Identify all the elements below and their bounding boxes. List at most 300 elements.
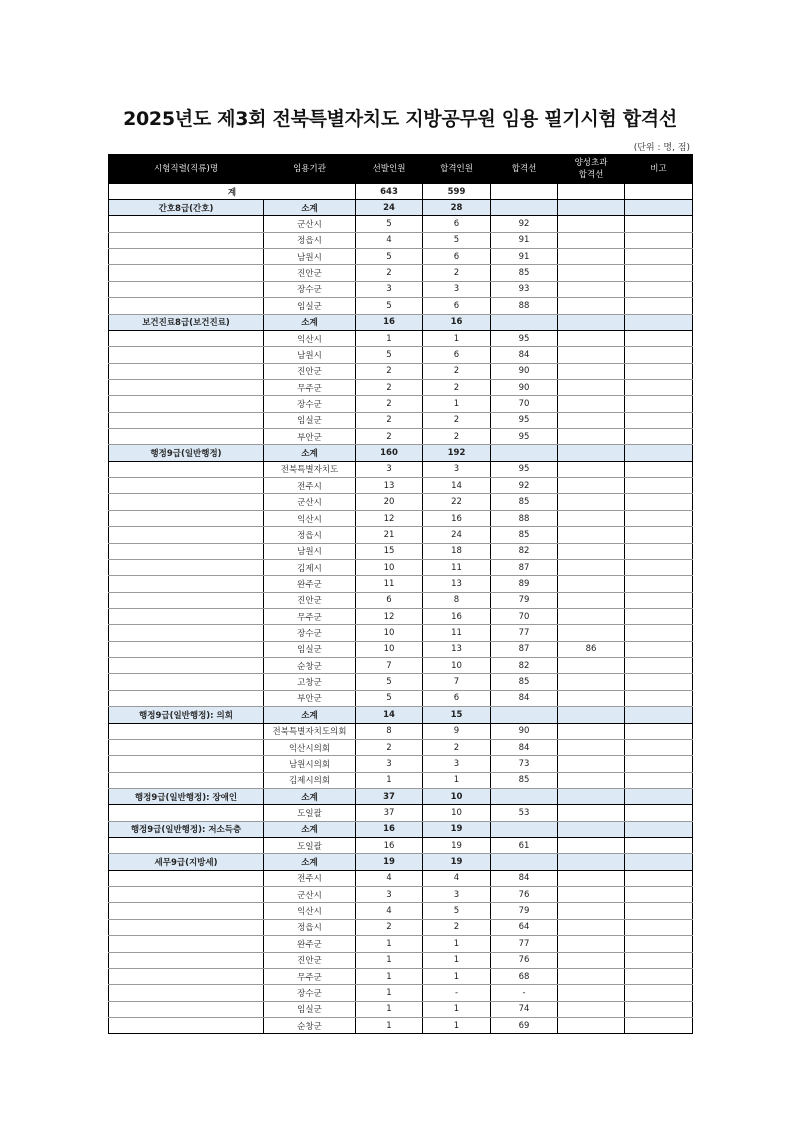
- equality-cutoff-cell: [558, 985, 625, 1001]
- header-row: [109, 155, 693, 184]
- job-cell: [109, 363, 264, 379]
- cutoff-cell: 91: [491, 232, 558, 248]
- passers-cell: 13: [423, 641, 491, 657]
- cutoff-cell: 79: [491, 592, 558, 608]
- cutoff-cell: 89: [491, 576, 558, 592]
- job-cell: [109, 985, 264, 1001]
- table-row: [109, 903, 693, 919]
- cutoff-cell: 79: [491, 903, 558, 919]
- note-cell: [625, 379, 693, 395]
- job-cell: [109, 527, 264, 543]
- table-row: [109, 1017, 693, 1033]
- agency-cell: 순창군: [264, 1017, 356, 1033]
- equality-cutoff-cell: [558, 952, 625, 968]
- selection-cell: 2: [356, 363, 423, 379]
- passers-cell: 16: [423, 608, 491, 624]
- table-row: [109, 429, 693, 445]
- equality-cutoff-cell: [558, 265, 625, 281]
- job-cell: [109, 298, 264, 314]
- job-cell: [109, 887, 264, 903]
- note-cell: [625, 576, 693, 592]
- table-row: [109, 396, 693, 412]
- equality-cutoff-cell: [558, 445, 625, 461]
- agency-cell: 소계: [264, 445, 356, 461]
- selection-cell: 7: [356, 658, 423, 674]
- selection-cell: 1: [356, 952, 423, 968]
- cutoff-cell: 61: [491, 838, 558, 854]
- agency-cell: 임실군: [264, 298, 356, 314]
- selection-cell: 21: [356, 527, 423, 543]
- equality-cutoff-cell: [558, 854, 625, 870]
- subtotal-row: [109, 707, 693, 723]
- agency-cell: 전북특별자치도: [264, 461, 356, 477]
- cutoff-cell: 85: [491, 494, 558, 510]
- cutoff-cell: 84: [491, 347, 558, 363]
- equality-cutoff-cell: 86: [558, 641, 625, 657]
- cutoff-cell: 95: [491, 412, 558, 428]
- cutoff-cell: 92: [491, 478, 558, 494]
- selection-cell: 1: [356, 936, 423, 952]
- equality-cutoff-cell: [558, 608, 625, 624]
- passers-cell: 2: [423, 919, 491, 935]
- job-cell: [109, 379, 264, 395]
- cutoff-cell: [491, 854, 558, 870]
- equality-cutoff-cell: [558, 739, 625, 755]
- cutoff-cell: [491, 314, 558, 330]
- passers-cell: 28: [423, 200, 491, 216]
- passers-cell: 4: [423, 870, 491, 886]
- unit-note: (단위 : 명, 점): [633, 143, 690, 153]
- selection-cell: 19: [356, 854, 423, 870]
- note-cell: [625, 396, 693, 412]
- selection-cell: 1: [356, 1017, 423, 1033]
- note-cell: [625, 559, 693, 575]
- equality-cutoff-cell: [558, 821, 625, 837]
- agency-cell: 임실군: [264, 412, 356, 428]
- passers-cell: 192: [423, 445, 491, 461]
- selection-cell: 12: [356, 608, 423, 624]
- passers-cell: 24: [423, 527, 491, 543]
- passers-cell: 19: [423, 821, 491, 837]
- cutoff-cell: [491, 200, 558, 216]
- subtotal-row: [109, 445, 693, 461]
- equality-cutoff-cell: [558, 968, 625, 984]
- note-cell: [625, 510, 693, 526]
- selection-cell: 2: [356, 379, 423, 395]
- note-cell: [625, 739, 693, 755]
- table-row: [109, 559, 693, 575]
- equality-cutoff-cell: [558, 887, 625, 903]
- table-row: [109, 952, 693, 968]
- job-cell: [109, 674, 264, 690]
- job-cell: 행정9급(일반행정): 의회: [109, 707, 264, 723]
- equality-cutoff-cell: [558, 870, 625, 886]
- passers-cell: 19: [423, 854, 491, 870]
- passers-cell: 10: [423, 658, 491, 674]
- equality-cutoff-cell: [558, 249, 625, 265]
- job-cell: [109, 216, 264, 232]
- selection-cell: 37: [356, 788, 423, 804]
- agency-cell: 진안군: [264, 265, 356, 281]
- note-cell: [625, 690, 693, 706]
- note-cell: [625, 952, 693, 968]
- equality-cutoff-cell: [558, 543, 625, 559]
- selection-cell: 5: [356, 690, 423, 706]
- selection-cell: 2: [356, 429, 423, 445]
- note-cell: [625, 445, 693, 461]
- agency-cell: 군산시: [264, 216, 356, 232]
- agency-cell: 순창군: [264, 658, 356, 674]
- agency-cell: 전주시: [264, 870, 356, 886]
- cutoff-cell: 85: [491, 772, 558, 788]
- job-cell: [109, 559, 264, 575]
- note-cell: [625, 281, 693, 297]
- job-cell: [109, 592, 264, 608]
- note-cell: [625, 461, 693, 477]
- header-note: 비고: [625, 155, 693, 184]
- job-cell: [109, 838, 264, 854]
- agency-cell: 정읍시: [264, 232, 356, 248]
- passers-cell: 19: [423, 838, 491, 854]
- job-cell: [109, 543, 264, 559]
- selection-cell: 11: [356, 576, 423, 592]
- selection-cell: 2: [356, 412, 423, 428]
- table-row: [109, 838, 693, 854]
- selection-cell: 4: [356, 903, 423, 919]
- table-row: [109, 249, 693, 265]
- cutoff-cell: 82: [491, 658, 558, 674]
- passers-cell: 22: [423, 494, 491, 510]
- passers-cell: 8: [423, 592, 491, 608]
- cutoff-cell: 64: [491, 919, 558, 935]
- table-row: [109, 805, 693, 821]
- passers-cell: 7: [423, 674, 491, 690]
- selection-cell: 16: [356, 314, 423, 330]
- equality-cutoff-cell: [558, 1001, 625, 1017]
- equality-cutoff-cell: [558, 379, 625, 395]
- equality-cutoff-cell: [558, 756, 625, 772]
- total-passers: 599: [423, 184, 491, 200]
- table-row: [109, 461, 693, 477]
- passers-cell: 5: [423, 232, 491, 248]
- table-row: [109, 330, 693, 346]
- agency-cell: 익산시의회: [264, 739, 356, 755]
- agency-cell: 남원시: [264, 249, 356, 265]
- cutoff-cell: [491, 707, 558, 723]
- agency-cell: 무주군: [264, 608, 356, 624]
- job-cell: [109, 510, 264, 526]
- job-cell: [109, 478, 264, 494]
- job-cell: [109, 756, 264, 772]
- note-cell: [625, 608, 693, 624]
- equality-cutoff-cell: [558, 936, 625, 952]
- agency-cell: 완주군: [264, 576, 356, 592]
- subtotal-row: [109, 788, 693, 804]
- selection-cell: 20: [356, 494, 423, 510]
- cutoff-cell: 85: [491, 527, 558, 543]
- job-cell: [109, 347, 264, 363]
- note-cell: [625, 788, 693, 804]
- agency-cell: 소계: [264, 200, 356, 216]
- table-row: [109, 1001, 693, 1017]
- selection-cell: 8: [356, 723, 423, 739]
- cutoff-cell: 70: [491, 396, 558, 412]
- cutoff-cell: 84: [491, 739, 558, 755]
- passers-cell: 2: [423, 429, 491, 445]
- note-cell: [625, 543, 693, 559]
- equality-cutoff-cell: [558, 772, 625, 788]
- note-cell: [625, 1001, 693, 1017]
- note-cell: [625, 314, 693, 330]
- note-cell: [625, 625, 693, 641]
- equality-cutoff-cell: [558, 216, 625, 232]
- job-cell: [109, 625, 264, 641]
- passers-cell: 1: [423, 952, 491, 968]
- job-cell: [109, 249, 264, 265]
- total-row: [109, 184, 693, 200]
- equality-cutoff-cell: [558, 788, 625, 804]
- job-cell: [109, 805, 264, 821]
- table-row: [109, 232, 693, 248]
- cutoff-cell: 91: [491, 249, 558, 265]
- agency-cell: 부안군: [264, 429, 356, 445]
- selection-cell: 5: [356, 249, 423, 265]
- note-cell: [625, 494, 693, 510]
- passers-cell: 10: [423, 805, 491, 821]
- equality-cutoff-cell: [558, 461, 625, 477]
- passers-cell: 2: [423, 379, 491, 395]
- selection-cell: 15: [356, 543, 423, 559]
- agency-cell: 장수군: [264, 396, 356, 412]
- cutoff-cell: [491, 445, 558, 461]
- table-row: [109, 919, 693, 935]
- agency-cell: 무주군: [264, 379, 356, 395]
- job-cell: 세무9급(지방세): [109, 854, 264, 870]
- table-row: [109, 592, 693, 608]
- note-cell: [625, 723, 693, 739]
- cutoff-cell: 87: [491, 641, 558, 657]
- equality-cutoff-cell: [558, 674, 625, 690]
- equality-cutoff-cell: [558, 232, 625, 248]
- agency-cell: 남원시: [264, 543, 356, 559]
- job-cell: [109, 1017, 264, 1033]
- job-cell: [109, 919, 264, 935]
- note-cell: [625, 478, 693, 494]
- cutoff-cell: 82: [491, 543, 558, 559]
- selection-cell: 1: [356, 330, 423, 346]
- agency-cell: 무주군: [264, 968, 356, 984]
- cutoff-cell: 85: [491, 265, 558, 281]
- selection-cell: 5: [356, 298, 423, 314]
- note-cell: [625, 887, 693, 903]
- equality-cutoff-cell: [558, 625, 625, 641]
- job-cell: [109, 494, 264, 510]
- note-cell: [625, 756, 693, 772]
- cutoff-cell: 95: [491, 461, 558, 477]
- cutoff-cell: 95: [491, 429, 558, 445]
- cutoff-table: [108, 154, 693, 1034]
- equality-cutoff-cell: [558, 658, 625, 674]
- cutoff-cell: 76: [491, 887, 558, 903]
- equality-cutoff-cell: [558, 1017, 625, 1033]
- agency-cell: 도일괄: [264, 805, 356, 821]
- equality-cutoff-cell: [558, 429, 625, 445]
- passers-cell: 2: [423, 412, 491, 428]
- passers-cell: 10: [423, 788, 491, 804]
- subtotal-row: [109, 854, 693, 870]
- job-cell: [109, 461, 264, 477]
- agency-cell: 익산시: [264, 510, 356, 526]
- equality-cutoff-cell: [558, 592, 625, 608]
- agency-cell: 소계: [264, 854, 356, 870]
- note-cell: [625, 330, 693, 346]
- agency-cell: 소계: [264, 821, 356, 837]
- job-cell: 간호8급(간호): [109, 200, 264, 216]
- passers-cell: 16: [423, 314, 491, 330]
- agency-cell: 장수군: [264, 625, 356, 641]
- agency-cell: 남원시: [264, 347, 356, 363]
- equality-cutoff-cell: [558, 412, 625, 428]
- equality-cutoff-cell: [558, 559, 625, 575]
- passers-cell: 1: [423, 772, 491, 788]
- note-cell: [625, 805, 693, 821]
- selection-cell: 5: [356, 347, 423, 363]
- agency-cell: 김제시의회: [264, 772, 356, 788]
- selection-cell: 1: [356, 772, 423, 788]
- table-row: [109, 527, 693, 543]
- note-cell: [625, 772, 693, 788]
- table-row: [109, 985, 693, 1001]
- table-row: [109, 379, 693, 395]
- equality-cutoff-cell: [558, 690, 625, 706]
- table-row: [109, 216, 693, 232]
- table-row: [109, 510, 693, 526]
- header-job: 시험직렬(직류)명: [109, 155, 264, 184]
- passers-cell: 2: [423, 265, 491, 281]
- equality-cutoff-cell: [558, 707, 625, 723]
- selection-cell: 10: [356, 625, 423, 641]
- equality-cutoff-cell: [558, 903, 625, 919]
- note-cell: [625, 412, 693, 428]
- passers-cell: 1: [423, 968, 491, 984]
- passers-cell: 6: [423, 216, 491, 232]
- selection-cell: 1: [356, 985, 423, 1001]
- note-cell: [625, 674, 693, 690]
- cutoff-cell: 74: [491, 1001, 558, 1017]
- equality-cutoff-cell: [558, 510, 625, 526]
- equality-cutoff-cell: [558, 478, 625, 494]
- table-row: [109, 543, 693, 559]
- selection-cell: 2: [356, 919, 423, 935]
- job-cell: [109, 952, 264, 968]
- note-cell: [625, 200, 693, 216]
- job-cell: [109, 232, 264, 248]
- passers-cell: 6: [423, 249, 491, 265]
- passers-cell: -: [423, 985, 491, 1001]
- agency-cell: 익산시: [264, 330, 356, 346]
- job-cell: [109, 576, 264, 592]
- selection-cell: 10: [356, 559, 423, 575]
- note-cell: [625, 249, 693, 265]
- agency-cell: 전주시: [264, 478, 356, 494]
- agency-cell: 소계: [264, 314, 356, 330]
- passers-cell: 6: [423, 347, 491, 363]
- cutoff-cell: [491, 821, 558, 837]
- table-row: [109, 870, 693, 886]
- equality-cutoff-cell: [558, 805, 625, 821]
- agency-cell: 도일괄: [264, 838, 356, 854]
- note-cell: [625, 919, 693, 935]
- job-cell: [109, 903, 264, 919]
- selection-cell: 13: [356, 478, 423, 494]
- agency-cell: 군산시: [264, 494, 356, 510]
- equality-cutoff-cell: [558, 347, 625, 363]
- agency-cell: 임실군: [264, 641, 356, 657]
- selection-cell: 1: [356, 968, 423, 984]
- cutoff-cell: 88: [491, 298, 558, 314]
- agency-cell: 익산시: [264, 903, 356, 919]
- note-cell: [625, 707, 693, 723]
- table-row: [109, 739, 693, 755]
- job-cell: [109, 690, 264, 706]
- job-cell: [109, 723, 264, 739]
- job-cell: [109, 772, 264, 788]
- cutoff-cell: 76: [491, 952, 558, 968]
- equality-cutoff-cell: [558, 396, 625, 412]
- equality-cutoff-cell: [558, 200, 625, 216]
- agency-cell: 소계: [264, 707, 356, 723]
- cutoff-cell: 93: [491, 281, 558, 297]
- note-cell: [625, 298, 693, 314]
- note-cell: [625, 232, 693, 248]
- header-cutoff: 합격선: [491, 155, 558, 184]
- header-equality-line2: 합격선: [578, 170, 604, 180]
- table-row: [109, 690, 693, 706]
- agency-cell: 전북특별자치도의회: [264, 723, 356, 739]
- equality-cutoff-cell: [558, 919, 625, 935]
- table-row: [109, 658, 693, 674]
- passers-cell: 1: [423, 1001, 491, 1017]
- selection-cell: 3: [356, 887, 423, 903]
- agency-cell: 진안군: [264, 952, 356, 968]
- job-cell: 보건진료8급(보건진료): [109, 314, 264, 330]
- cutoff-cell: 77: [491, 625, 558, 641]
- job-cell: 행정9급(일반행정): [109, 445, 264, 461]
- passers-cell: 15: [423, 707, 491, 723]
- passers-cell: 1: [423, 936, 491, 952]
- agency-cell: 군산시: [264, 887, 356, 903]
- job-cell: 행정9급(일반행정): 장애인: [109, 788, 264, 804]
- table-row: [109, 412, 693, 428]
- selection-cell: 1: [356, 1001, 423, 1017]
- table-row: [109, 608, 693, 624]
- agency-cell: 남원시의회: [264, 756, 356, 772]
- table-row: [109, 494, 693, 510]
- note-cell: [625, 658, 693, 674]
- selection-cell: 10: [356, 641, 423, 657]
- selection-cell: 6: [356, 592, 423, 608]
- table-row: [109, 723, 693, 739]
- job-cell: [109, 330, 264, 346]
- table-row: [109, 936, 693, 952]
- passers-cell: 1: [423, 396, 491, 412]
- selection-cell: 12: [356, 510, 423, 526]
- cutoff-cell: 90: [491, 723, 558, 739]
- passers-cell: 9: [423, 723, 491, 739]
- job-cell: [109, 1001, 264, 1017]
- passers-cell: 3: [423, 461, 491, 477]
- selection-cell: 160: [356, 445, 423, 461]
